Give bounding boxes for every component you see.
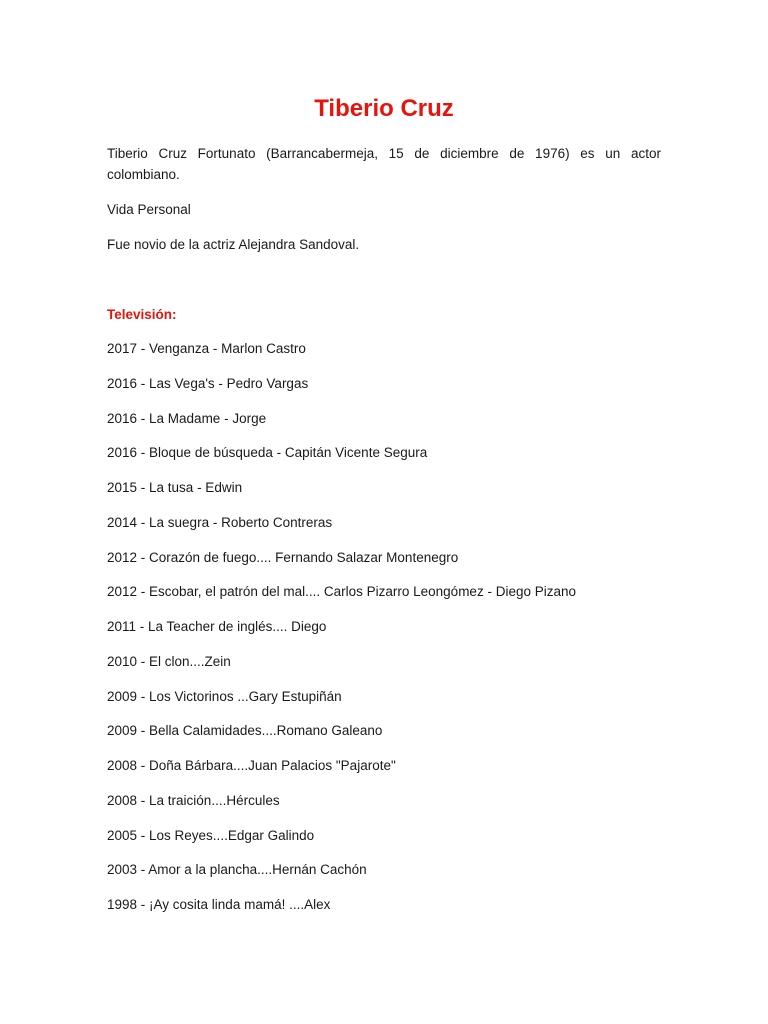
credit-item: 1998 - ¡Ay cosita linda mamá! ....Alex bbox=[107, 897, 331, 912]
credit-item: 2012 - Escobar, el patrón del mal.... Carlos Pizarro Leongómez - Diego Pizano bbox=[107, 584, 576, 600]
credit-item: 2011 - La Teacher de inglés.... Diego bbox=[107, 619, 327, 634]
credit-item: 2016 - La Madame - Jorge bbox=[107, 410, 267, 426]
credit-item: 2017 - Venganza - Marlon Castro bbox=[107, 341, 306, 356]
personal-text: Fue novio de la actriz Alejandra Sandoval. bbox=[107, 237, 360, 252]
credit-item: 2008 - Doña Bárbara....Juan Palacios "Pajarote" bbox=[107, 758, 396, 773]
credit-item: 2003 - Amor a la plancha....Hernán Cachón bbox=[107, 862, 367, 878]
credit-item: 2014 - La suegra - Roberto Contreras bbox=[107, 514, 333, 530]
credit-item: 2010 - El clon....Zein bbox=[107, 653, 231, 669]
page-title: Tiberio Cruz bbox=[314, 95, 454, 122]
television-credits-list bbox=[107, 339, 576, 930]
credit-item: 2008 - La traición....Hércules bbox=[107, 792, 280, 808]
credit-item: 2009 - Bella Calamidades....Romano Galeano bbox=[107, 723, 383, 739]
intro-paragraph: Tiberio Cruz Fortunato (Barrancabermeja, 15 de diciembre de 1976) es un actor colombiano. bbox=[107, 146, 661, 182]
credit-item: 2015 - La tusa - Edwin bbox=[107, 480, 243, 495]
personal-heading: Vida Personal bbox=[107, 202, 191, 217]
credit-item: 2016 - Bloque de búsqueda - Capitán Vicente Segura bbox=[107, 445, 428, 461]
credit-item: 2012 - Corazón de fuego.... Fernando Salazar Montenegro bbox=[107, 549, 459, 565]
credit-item: 2009 - Los Victorinos ...Gary Estupiñán bbox=[107, 688, 342, 704]
credit-item: 2005 - Los Reyes....Edgar Galindo bbox=[107, 827, 315, 843]
credit-item: 2016 - Las Vega's - Pedro Vargas bbox=[107, 375, 309, 391]
television-heading: Televisión: bbox=[107, 307, 177, 322]
